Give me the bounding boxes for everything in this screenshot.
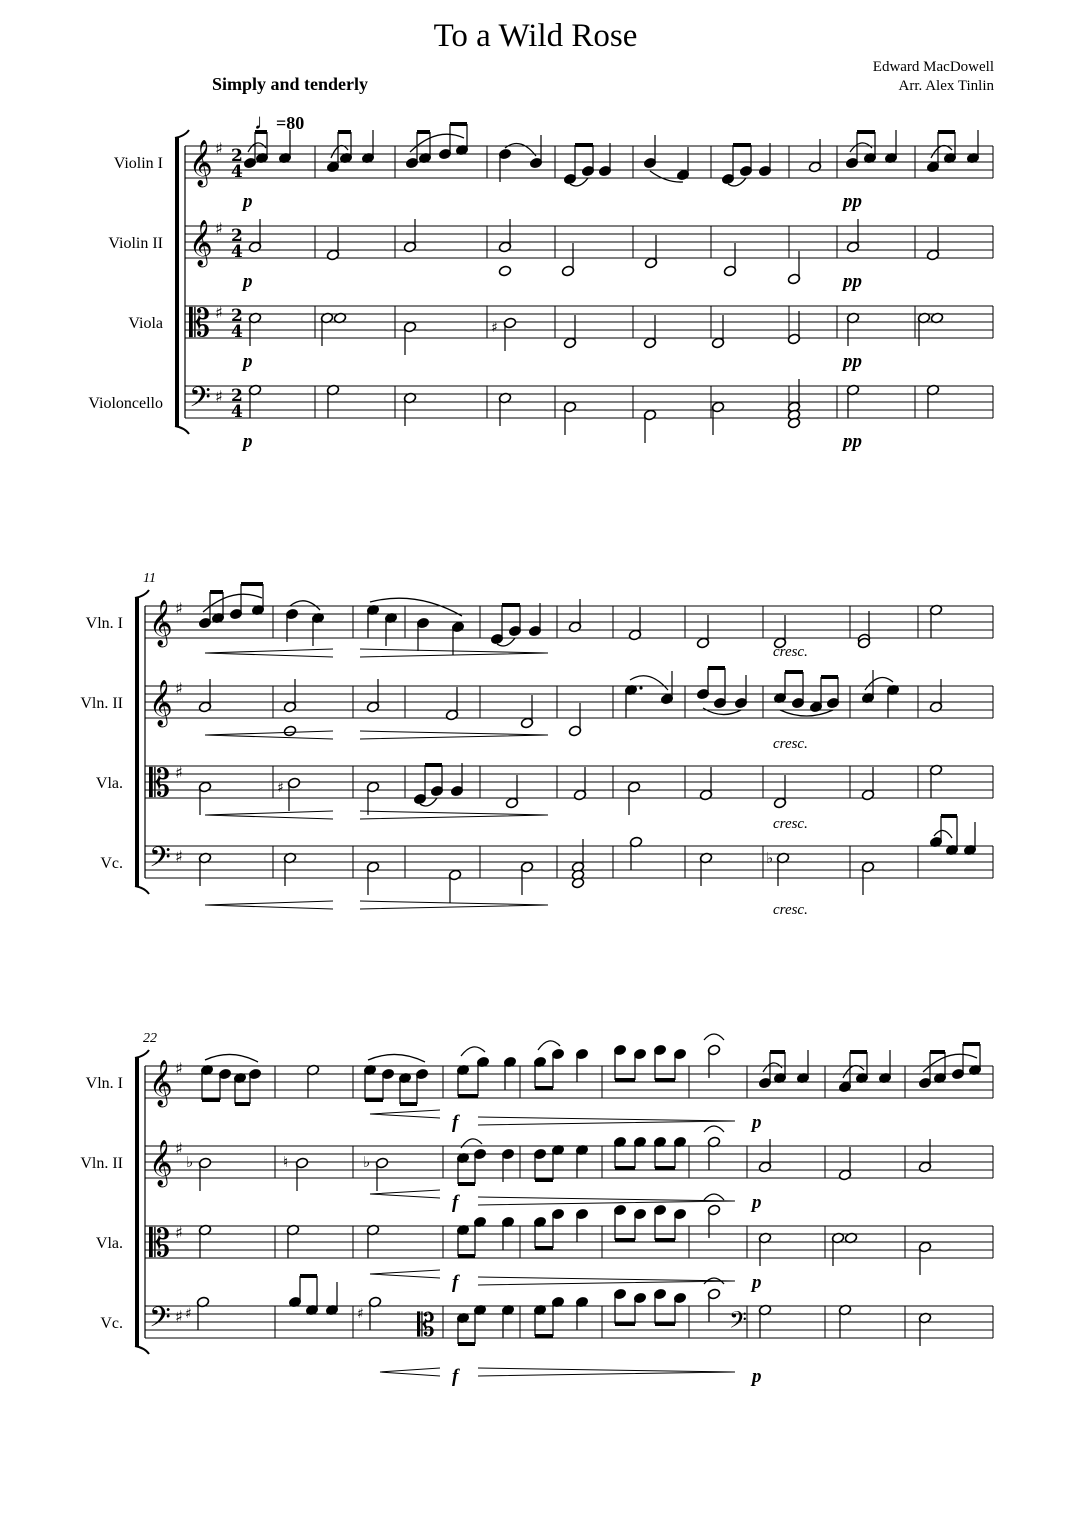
system-bracket bbox=[135, 598, 139, 886]
slur bbox=[461, 1047, 485, 1056]
decrescendo-hairpin bbox=[478, 1277, 735, 1285]
fermata-icon bbox=[704, 1194, 724, 1200]
sharp-icon: ♯ bbox=[175, 1059, 183, 1078]
bracket-bottom bbox=[175, 426, 189, 434]
instrument-name: Vc. bbox=[100, 855, 123, 872]
cresc-text: cresc. bbox=[773, 644, 808, 660]
time-signature-denominator: 4 bbox=[231, 322, 243, 342]
sharp-icon: ♯ bbox=[175, 763, 183, 782]
instrument-name: Violoncello bbox=[88, 395, 163, 412]
dynamic-marking: f bbox=[452, 1192, 459, 1213]
dynamic-marking: p bbox=[243, 271, 253, 292]
dynamic-marking: pp bbox=[843, 271, 862, 292]
tempo-marking: Simply and tenderly bbox=[212, 74, 369, 94]
cresc-text: cresc. bbox=[773, 902, 808, 918]
time-signature-numerator: 2 bbox=[231, 226, 243, 246]
sharp-icon: ♯ bbox=[175, 1139, 183, 1158]
instrument-name: Viola bbox=[128, 315, 163, 332]
dynamic-marking: f bbox=[452, 1272, 459, 1293]
time-signature-numerator: 2 bbox=[231, 306, 243, 326]
instrument-name: Vln. I bbox=[85, 1075, 123, 1092]
bass-clef-icon: 𝄢 bbox=[729, 1306, 748, 1339]
decrescendo-hairpin bbox=[478, 1117, 735, 1125]
crescendo-hairpin bbox=[205, 901, 333, 909]
treble-clef-icon: 𝄞 bbox=[149, 600, 173, 646]
slur bbox=[538, 1041, 560, 1050]
dynamic-marking: p bbox=[752, 1366, 762, 1387]
bass-clef-icon: 𝄢 bbox=[149, 1301, 171, 1341]
decrescendo-hairpin bbox=[360, 811, 548, 819]
dynamic-marking: p bbox=[243, 431, 253, 452]
instrument-name: Vla. bbox=[95, 775, 123, 792]
dynamic-marking: p bbox=[243, 351, 253, 372]
instrument-name: Vla. bbox=[95, 1235, 123, 1252]
decrescendo-hairpin bbox=[360, 731, 548, 739]
sharp-icon: ♯ bbox=[215, 139, 223, 158]
sharp-icon: ♯ bbox=[175, 1223, 183, 1242]
notehead bbox=[283, 725, 296, 737]
flat-icon: ♭ bbox=[766, 849, 774, 867]
sharp-icon: ♯ bbox=[175, 1307, 183, 1326]
instrument-name: Violin II bbox=[108, 235, 163, 252]
alto-clef-icon: 𝄡 bbox=[149, 761, 171, 805]
slur bbox=[934, 830, 952, 838]
dynamic-marking: pp bbox=[843, 431, 862, 452]
score-title: To a Wild Rose bbox=[433, 18, 638, 54]
measure-number: 11 bbox=[143, 571, 156, 586]
alto-clef-icon: 𝄡 bbox=[149, 1221, 171, 1265]
time-signature-numerator: 2 bbox=[231, 146, 243, 166]
slur bbox=[763, 1063, 782, 1072]
decrescendo-hairpin bbox=[478, 1197, 735, 1205]
dynamic-marking: pp bbox=[843, 191, 862, 212]
bracket-bottom bbox=[135, 1346, 149, 1354]
slur bbox=[410, 134, 464, 152]
dot bbox=[639, 686, 642, 689]
slur bbox=[703, 708, 741, 715]
bracket-top bbox=[135, 1050, 149, 1058]
sharp-icon: ♯ bbox=[215, 303, 223, 322]
treble-clef-icon: 𝄞 bbox=[189, 140, 213, 186]
alto-clef-icon: 𝄡 bbox=[417, 1306, 435, 1344]
time-signature-denominator: 4 bbox=[231, 242, 243, 262]
sharp-icon: ♯ bbox=[175, 599, 183, 618]
system-bracket bbox=[175, 138, 179, 426]
dynamic-marking: p bbox=[752, 1112, 762, 1133]
dynamic-marking: p bbox=[243, 191, 253, 212]
slur bbox=[780, 710, 833, 716]
alto-clef-icon: 𝄡 bbox=[189, 301, 211, 345]
dynamic-marking: pp bbox=[843, 351, 862, 372]
slur bbox=[248, 143, 266, 152]
crescendo-hairpin bbox=[370, 1270, 440, 1278]
dynamic-marking: f bbox=[452, 1112, 459, 1133]
decrescendo-hairpin bbox=[360, 901, 548, 909]
bracket-bottom bbox=[135, 886, 149, 894]
sharp-icon: ♯ bbox=[175, 679, 183, 698]
instrument-name: Vc. bbox=[100, 1315, 123, 1332]
crescendo-hairpin bbox=[205, 811, 333, 819]
bracket-top bbox=[135, 590, 149, 598]
treble-clef-icon: 𝄞 bbox=[149, 680, 173, 726]
composer-name: Edward MacDowell bbox=[872, 59, 994, 75]
quarter-note-icon: ♩ bbox=[254, 109, 276, 134]
flat-icon: ♭ bbox=[363, 1153, 371, 1171]
slur bbox=[290, 601, 320, 610]
system-bracket bbox=[135, 1058, 139, 1346]
natural-icon: ♮ bbox=[283, 1153, 289, 1171]
decrescendo-hairpin bbox=[478, 1368, 735, 1376]
instrument-name: Vln. I bbox=[85, 615, 123, 632]
crescendo-hairpin bbox=[370, 1110, 440, 1118]
treble-clef-icon: 𝄞 bbox=[149, 1140, 173, 1186]
slur bbox=[850, 143, 872, 152]
instrument-name: Violin I bbox=[113, 155, 163, 172]
slur bbox=[368, 1054, 425, 1062]
dynamic-marking: p bbox=[752, 1192, 762, 1213]
bass-clef-icon: 𝄢 bbox=[189, 381, 211, 421]
fermata-icon bbox=[704, 1126, 724, 1132]
sharp-icon: ♯ bbox=[215, 387, 223, 406]
sharp-icon: ♯ bbox=[185, 1306, 192, 1322]
crescendo-hairpin bbox=[370, 1190, 440, 1198]
bracket-top bbox=[175, 130, 189, 138]
dynamic-marking: p bbox=[752, 1272, 762, 1293]
bass-clef-icon: 𝄢 bbox=[149, 841, 171, 881]
sharp-icon: ♯ bbox=[357, 1306, 364, 1322]
measure-number: 22 bbox=[143, 1031, 157, 1046]
half-note bbox=[498, 265, 511, 277]
arranger-name: Arr. Alex Tinlin bbox=[898, 78, 994, 94]
time-signature-numerator: 2 bbox=[231, 386, 243, 406]
cresc-text: cresc. bbox=[773, 736, 808, 752]
crescendo-hairpin bbox=[205, 731, 333, 739]
slur bbox=[923, 1054, 977, 1072]
crescendo-hairpin bbox=[380, 1368, 440, 1376]
instrument-name: Vln. II bbox=[80, 1155, 123, 1172]
treble-clef-icon: 𝄞 bbox=[189, 220, 213, 266]
time-signature-denominator: 4 bbox=[231, 162, 243, 182]
slur bbox=[370, 598, 462, 616]
treble-clef-icon: 𝄞 bbox=[149, 1060, 173, 1106]
slur bbox=[461, 1139, 482, 1148]
sharp-icon: ♯ bbox=[215, 219, 223, 238]
flat-icon: ♭ bbox=[186, 1153, 194, 1171]
slur bbox=[205, 1054, 258, 1062]
crescendo-hairpin bbox=[205, 649, 333, 657]
fermata-icon bbox=[704, 1034, 724, 1040]
dynamic-marking: f bbox=[452, 1366, 459, 1387]
time-signature-denominator: 4 bbox=[231, 402, 243, 422]
instrument-name: Vln. II bbox=[80, 695, 123, 712]
sharp-icon: ♯ bbox=[277, 780, 284, 796]
sharp-icon: ♯ bbox=[491, 320, 498, 336]
metronome-value: =80 bbox=[276, 113, 305, 133]
cresc-text: cresc. bbox=[773, 816, 808, 832]
decrescendo-hairpin bbox=[360, 649, 548, 657]
sharp-icon: ♯ bbox=[175, 847, 183, 866]
